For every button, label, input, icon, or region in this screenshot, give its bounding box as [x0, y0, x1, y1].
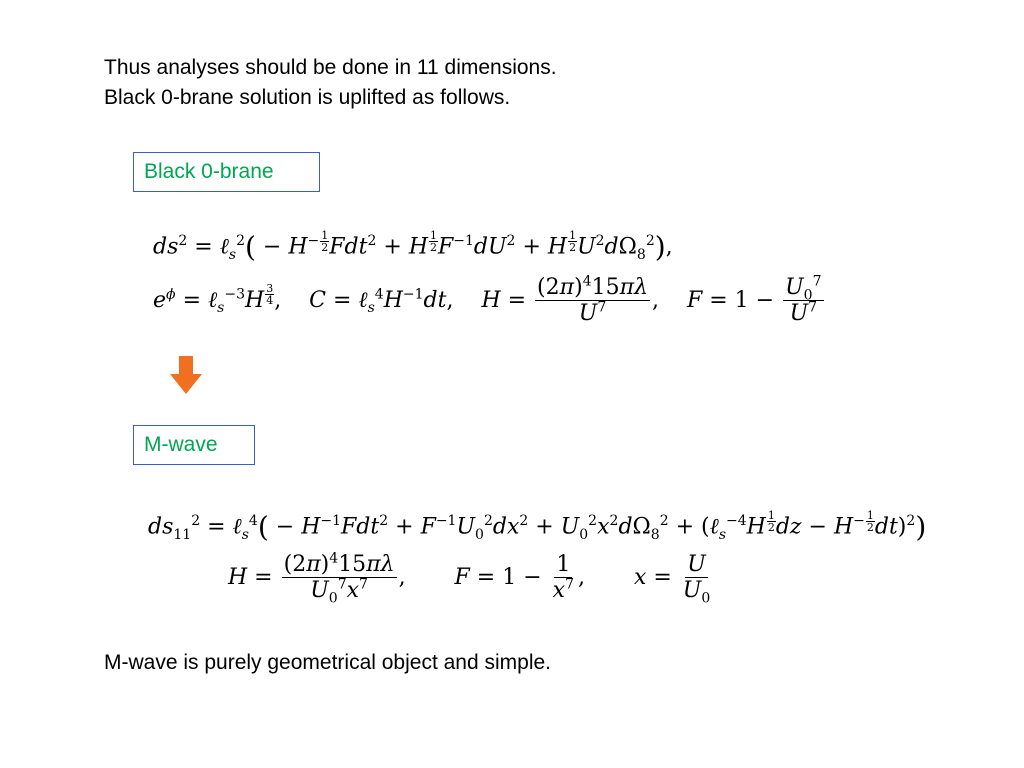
conclusion-text: M-wave is purely geometrical object and simple.	[104, 651, 552, 674]
black-0-brane-label: Black 0-brane	[133, 152, 320, 192]
black-0-brane-metric: $ds^2$ = ℓ$_s^2$( − $H^{- \frac{1}{2}}$ Fdt$^2$ + H $^{\frac{1}{2}}$ $F^{-1}dU^2 + H$ $^{\frac{1}{2}}$ $U^2d\Omega_8^2$),	[153, 229, 673, 264]
m-wave-metric: $ds_{11}^2$ = ℓ$_s^4$( − $H^{-1}Fdt^2 + F^{-1}U_0^2dx^2 + U_0^2x^2d\Omega_8^2$ + (ℓ$_s^{-4}$H $^{\frac{1}{2}}$ dz − $H^{- \frac{1}{2}}$ dt)$^2$)	[148, 509, 927, 544]
down-arrow-icon	[170, 356, 202, 394]
black-0-brane-fields: $e^\phi$ = ℓ$_s^{-3}$H $^{\frac{3}{4}}$ , $C = \ell_s^4H^{-1}dt$, H = $\frac{(2\pi)^415\pi\lambda}{U^7}$ , F = 1 − $\frac{U_0^7}{U^7}$	[153, 273, 822, 327]
m-wave-label: M-wave	[133, 425, 255, 465]
intro-line-1: Thus analyses should be done in 11 dimensions.	[104, 56, 557, 79]
intro-line-2: Black 0-brane solution is uplifted as follows.	[104, 86, 511, 109]
m-wave-fields: H = $\frac{(2\pi)^415\pi\lambda}{U_0^7x^7}$ , F = 1 − $\frac{1}{x^7}$ , x = $\frac{U}{U_0}$	[228, 550, 711, 607]
